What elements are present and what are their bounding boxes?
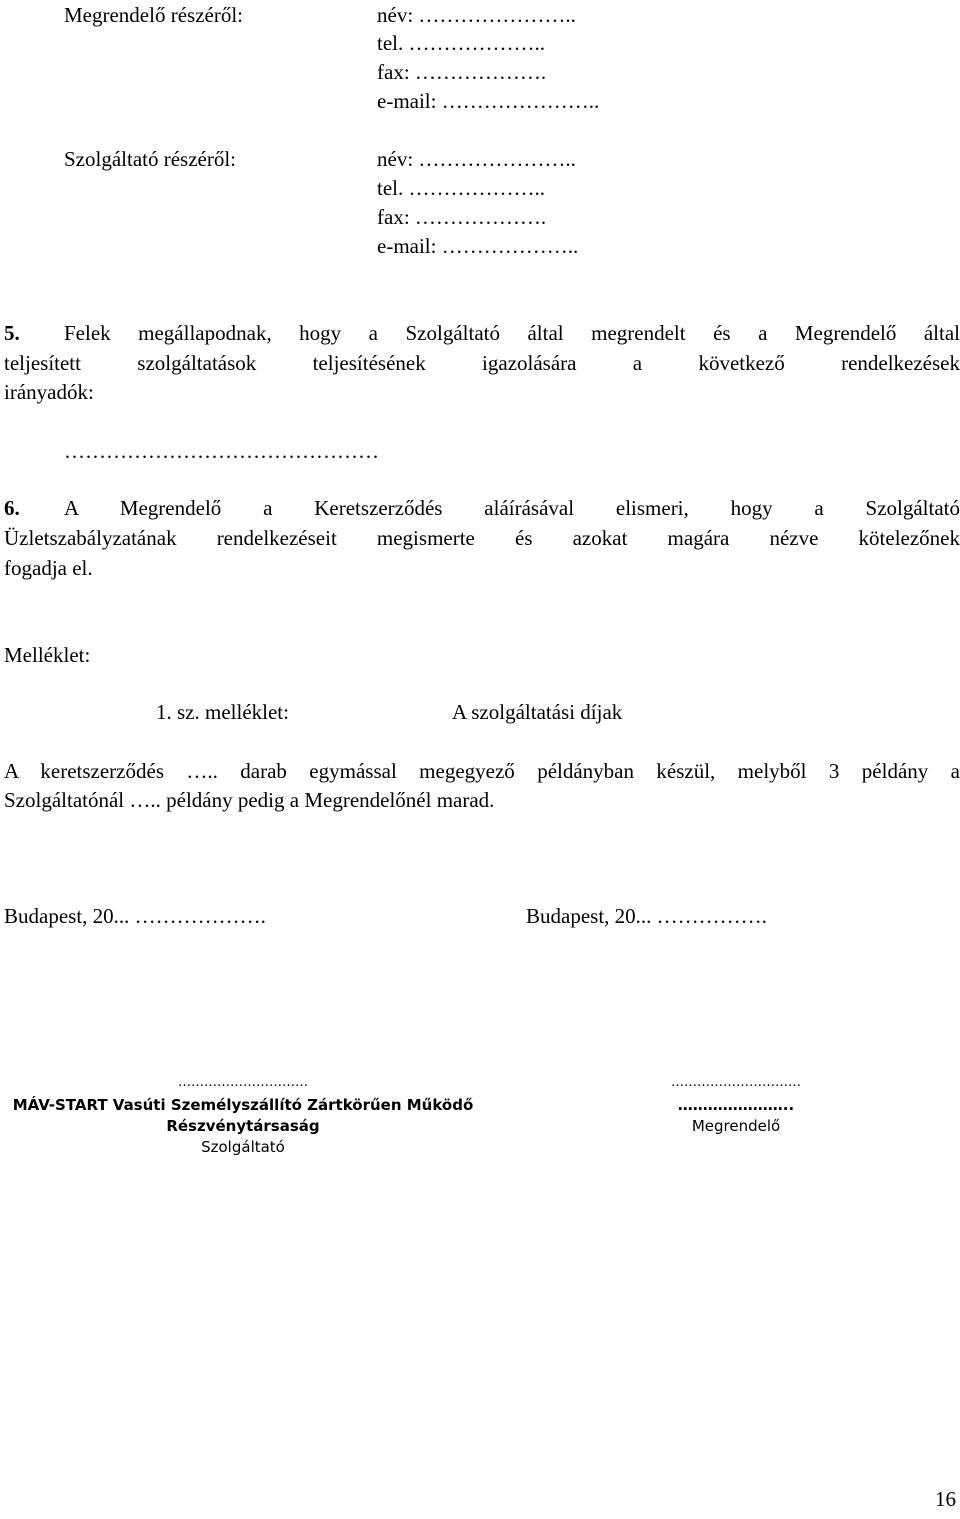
signature-right-name: ………………….. [677,1096,795,1114]
copies-line1: A keretszerződés ….. darab egymással megegyező példányban készül, melyből 3 példány a [4,759,960,783]
section5-line2: teljesített szolgáltatások teljesítésének igazolására a következő rendelkezések [4,351,960,375]
signature-left-name-line1: MÁV-START Vasúti Személyszállító Zártkörűen Működő [12,1096,474,1114]
section6-number: 6. [4,496,20,520]
copies-line2: Szolgáltatónál ….. példány pedig a Megrendelőnél marad. [4,788,495,812]
signature-right-role: Megrendelő [691,1117,781,1135]
section5-line1: Felek megállapodnak, hogy a Szolgáltató által megrendelt és a Megrendelő által [64,321,960,345]
szolgaltato-email-field: e-mail: ……………….. [377,234,579,258]
section6-line2: Üzletszabályzatának rendelkezéseit megismerte és azokat magára nézve kötelezőnek [4,526,960,550]
section6-line1: A Megrendelő a Keretszerződés aláírásával elismeri, hogy a Szolgáltató [64,496,960,520]
megrendelo-tel-field: tel. ……………….. [377,31,545,55]
signature-left-role: Szolgáltató [201,1138,285,1156]
page-number: 16 [935,1487,956,1511]
szolgaltato-label: Szolgáltató részéről: [64,147,237,171]
attachment-item-label: 1. sz. melléklet: [156,700,289,724]
signature-right-dots: ………………………… [671,1075,801,1090]
megrendelo-fax-field: fax: ………………. [377,60,547,84]
signature-left-name-line2: Részvénytársaság [166,1117,320,1135]
signature-left-dots: ………………………… [178,1075,308,1090]
section5-blank-line: ……………………………………… [64,439,379,463]
attachments-heading: Melléklet: [4,643,91,667]
szolgaltato-fax-field: fax: ………………. [377,205,547,229]
szolgaltato-name-field: név: ………………….. [377,147,576,171]
section5-line3: irányadók: [4,380,94,404]
megrendelo-email-field: e-mail: ………………….. [377,89,600,113]
szolgaltato-tel-field: tel. ……………….. [377,176,545,200]
attachment-item-title: A szolgáltatási díjak [452,700,623,724]
megrendelo-name-field: név: ………………….. [377,3,576,27]
date-left: Budapest, 20... ………………. [4,904,266,928]
section5-number: 5. [4,321,20,345]
megrendelo-label: Megrendelő részéről: [64,3,244,27]
section6-line3: fogadja el. [4,556,93,580]
date-right: Budapest, 20... ……………. [526,904,767,928]
